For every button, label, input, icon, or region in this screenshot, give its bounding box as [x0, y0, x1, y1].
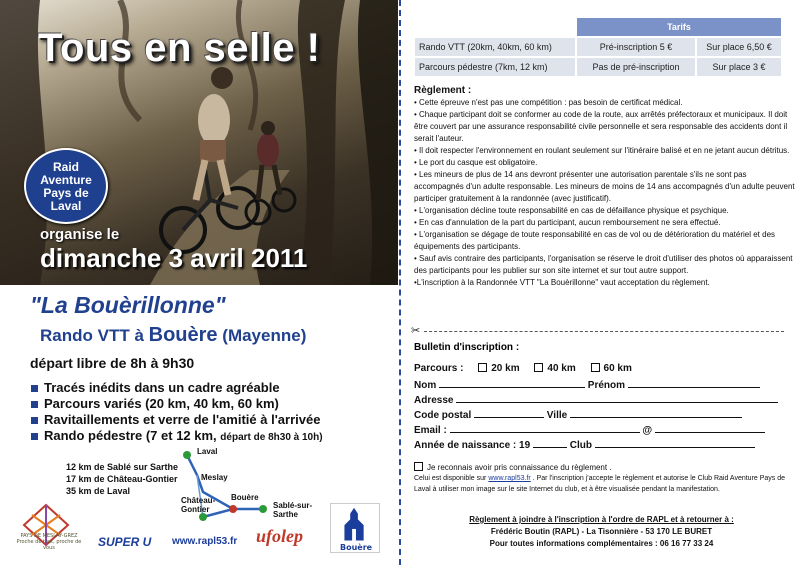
footer-line-1: Règlement à joindre à l'inscription à l'ordre de RAPL et à retourner à : [469, 515, 734, 524]
departure-time: départ libre de 8h à 9h30 [30, 355, 195, 371]
badge-line: Pays de [43, 186, 89, 200]
event-region: (Mayenne) [222, 326, 307, 345]
rule-item: • En cas d'annulation de la part du participant, aucun remboursement ne sera effectué. [414, 218, 721, 227]
chateau-marker [199, 513, 207, 521]
at-symbol: @ [642, 425, 653, 436]
flyer-right-panel [403, 0, 800, 565]
tarifs-header: Tarifs [577, 18, 781, 36]
prenom-label: Prénom [587, 380, 626, 391]
annee-field[interactable] [533, 438, 567, 448]
table-corner [415, 18, 575, 36]
rule-item: • Le port du casque est obligatoire. [414, 158, 538, 167]
opt-60km-label: 60 km [603, 363, 632, 374]
birth-club-row [414, 438, 799, 453]
consent-checkbox-label: Je reconnais avoir pris connaissance du règlement . [427, 463, 612, 472]
tarif-label: Parcours pédestre (7km, 12 km) [415, 58, 575, 76]
city-row [414, 408, 799, 423]
raid-aventure-badge [24, 148, 108, 224]
hero-title: Tous en selle ! [38, 26, 321, 70]
table-header-row [415, 18, 781, 36]
feature-item [30, 428, 323, 446]
rule-item: • L'organisation décline toute responsabilité en cas de défaillance physique et psychique. [414, 206, 729, 215]
map-label-laval: Laval [197, 447, 218, 456]
table-row [415, 58, 781, 76]
name-row [414, 378, 799, 393]
rule-item: • Cette épreuve n'est pas une compétition : pas besoin de certificat médical. [414, 98, 683, 107]
distances-list [66, 461, 178, 497]
nom-label: Nom [414, 380, 437, 391]
rule-item: • Il doit respecter l'environnement en roulant seulement sur l'itinéraire balisé et en ne jetant aucun détritus. [414, 146, 790, 155]
hero-photo [0, 0, 398, 285]
registration-form [414, 342, 799, 453]
badge-line: Raid [52, 160, 79, 174]
consent-block [414, 462, 796, 495]
feature-item: Tracés inédits dans un cadre agréable [30, 380, 323, 396]
location-map [175, 447, 315, 531]
event-sub-prefix: Rando VTT à [40, 326, 144, 345]
opt-40km-label: 40 km [547, 363, 576, 374]
opt-20km-label: 20 km [491, 363, 520, 374]
feature-hike-times: départ de 8h30 à 10h) [220, 432, 323, 443]
email-domain-field[interactable] [655, 423, 765, 433]
rule-item: •L'inscription à la Randonnée VTT "La Bouèrillonne" vaut acceptation du règlement. [414, 278, 710, 287]
cp-label: Code postal [414, 410, 472, 421]
email-label: Email : [414, 425, 447, 436]
annee-label: Année de naissance : 19 [414, 440, 531, 451]
ville-label: Ville [546, 410, 568, 421]
bouere-marker [229, 505, 237, 513]
email-row [414, 423, 799, 438]
sable-marker [259, 505, 267, 513]
footer-phone: Pour toutes informations complémentaires : 06 16 77 33 24 [489, 539, 714, 548]
bouere-logo-text: Bouère [340, 543, 373, 552]
superu-logo: SUPER U [98, 535, 152, 549]
prenom-field[interactable] [628, 378, 760, 388]
address-row [414, 393, 799, 408]
feature-hike-main: Rando pédestre (7 et 12 km, [44, 428, 217, 443]
event-place: Bouère [148, 324, 218, 346]
event-name: "La Bouèrillonne" [30, 292, 226, 318]
distance-item: 17 km de Château-Gontier [66, 474, 178, 484]
badge-line: Laval [50, 199, 82, 213]
rule-item: • Les mineurs de plus de 14 ans devront présenter une autorisation parentale s'ils ne sont pas accompagnés d'un adulte responsable. Les mineurs de moins de 14 ans accompagnés d'un adulte peuvent participer gratuitement à la randonnée (avec justificatif). [414, 170, 795, 203]
distance-item: 35 km de Laval [66, 486, 131, 496]
cp-field[interactable] [474, 408, 544, 418]
rule-item: • Sauf avis contraire des participants, l'organisation se réserve le droit d'utiliser des photos où apparaissent des participants pour les publier sur son site internet et sur tout autre support. [414, 254, 793, 275]
parcours-row [414, 363, 799, 378]
badge-line: Aventure [40, 173, 92, 187]
event-subtitle [40, 324, 306, 347]
email-user-field[interactable] [450, 423, 640, 433]
table-row [415, 38, 781, 56]
return-instructions [403, 514, 800, 550]
rule-item: • Chaque participant doit se conformer au code de la route, aux arrêtés préfectoraux et municipaux. Il doit être couvert par une assurance responsabilité civile personnelle et sera responsable des accidents dont il serait l'auteur. [414, 110, 788, 143]
organise-text: organise le [40, 226, 120, 243]
consent-checkbox[interactable] [414, 462, 423, 471]
club-field[interactable] [595, 438, 755, 448]
feature-item: Parcours variés (20 km, 40 km, 60 km) [30, 396, 323, 412]
pays-meslay-tagline: Proche de tout, proche de vous [16, 539, 82, 551]
map-label-chateau: Château-Gontier [181, 496, 216, 514]
tarif-pre: Pas de pré-inscription [577, 58, 695, 76]
laval-marker [183, 451, 191, 459]
event-date: dimanche 3 avril 2011 [40, 243, 308, 273]
pays-meslay-text [14, 533, 84, 551]
cut-line [414, 331, 784, 332]
form-title: Bulletin d'inscription : [414, 342, 520, 353]
adresse-label: Adresse [414, 395, 454, 406]
ufolep-logo: ufolep [256, 526, 303, 546]
map-label-bouere: Bouère [231, 493, 259, 502]
consent-text-a: Celui est disponible sur [414, 475, 489, 482]
tarif-place: Sur place 3 € [697, 58, 781, 76]
consent-site-link[interactable]: www.rapl53.fr [488, 475, 531, 482]
reglement-rules [414, 97, 796, 289]
nom-field[interactable] [439, 378, 585, 388]
flyer-left-panel [0, 0, 398, 565]
tarif-pre: Pré-inscription 5 € [577, 38, 695, 56]
map-label-meslay: Meslay [201, 473, 228, 482]
cut-divider [399, 0, 401, 565]
consent-checkbox-row [414, 462, 796, 473]
tarif-place: Sur place 6,50 € [697, 38, 781, 56]
tarifs-table [413, 16, 783, 78]
reglement-title: Règlement : [414, 85, 472, 96]
distance-item: 12 km de Sablé sur Sarthe [66, 462, 179, 472]
website-link[interactable]: www.rapl53.fr [172, 536, 238, 547]
feature-item: Ravitaillements et verre de l'amitié à l'arrivée [30, 412, 323, 428]
club-label: Club [569, 440, 592, 451]
tarif-label: Rando VTT (20km, 40km, 60 km) [415, 38, 575, 56]
pays-meslay-name: PAYS DE MESLAY-GREZ [20, 533, 78, 539]
footer-address: Frédéric Boutin (RAPL) - La Tisonnière - 53 170 LE BURET [490, 527, 713, 536]
scissors-icon: ✂ [411, 325, 421, 337]
consent-text-b: . Par l'inscription j'accepte le règlement et autorise le Club Raid Aventure Pays de Laval à utiliser mon image sur le site Internet du club, et à être visualisée pendant la manifestation. [414, 475, 786, 493]
map-label-sable: Sablé-sur-Sarthe [273, 501, 313, 519]
rule-item: • L'organisation se dégage de toute responsabilité en cas de vol ou de détérioration du matériel et des équipements des participants. [414, 230, 776, 251]
adresse-field[interactable] [456, 393, 778, 403]
checkbox-40km[interactable] [534, 363, 543, 372]
checkbox-20km[interactable] [478, 363, 487, 372]
ville-field[interactable] [570, 408, 742, 418]
parcours-label: Parcours : [414, 363, 464, 374]
consent-text [414, 473, 796, 495]
checkbox-60km[interactable] [591, 363, 600, 372]
features-list [30, 380, 323, 446]
